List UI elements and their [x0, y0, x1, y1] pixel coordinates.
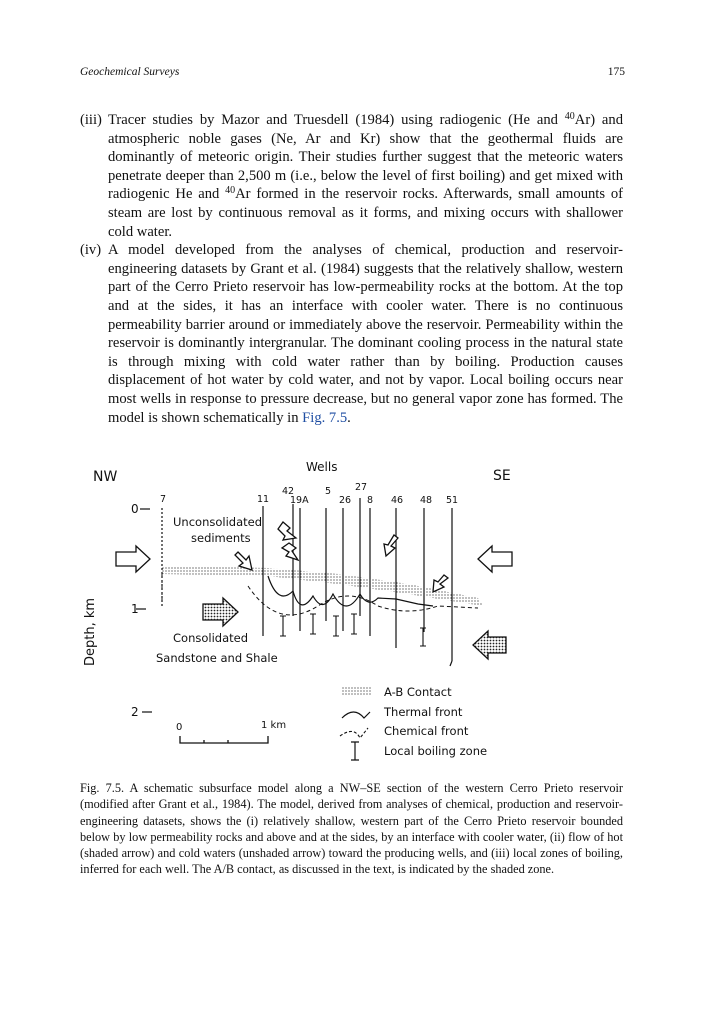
scale-zero: 0 — [176, 722, 183, 733]
item-text: Ar formed in the reservoir rocks. Afterwards, small amounts of steam are lost by continuous removal as it forms, and mixing occurs with shallower cold water. — [108, 186, 623, 240]
legend-boiling-symbol — [351, 742, 359, 760]
scale-one-km: 1 km — [261, 720, 287, 731]
item-text: . — [347, 409, 351, 426]
list-item-iii — [80, 111, 623, 241]
legend-ab-contact: A-B Contact — [384, 685, 452, 699]
running-title: Geochemical Surveys — [80, 66, 180, 78]
well-label: 46 — [391, 495, 404, 506]
caption-label: Fig. 7.5. — [80, 781, 125, 795]
depth-axis-label: Depth, km — [83, 597, 98, 666]
caption-text: A schematic subsurface model along a NW–SE section of the western Cerro Prieto reservoir (modified after Grant et al., 1984). The model, derived from analyses of chemical, production and reservoir-engineering datasets, shows the (i) relatively shallow, western part of the Cerro Prieto reservoir bounded below by low permeability rocks and above and at the sides, by an interface with cooler water, (ii) flow of hot (shaded arrow) and cold waters (unshaded arrow) toward the producing wells, and (iii) local zones of boiling, inferred for each well. The A/B contact, as discussed in the text, is indicated by the shaded zone. — [80, 781, 624, 877]
body-text — [80, 111, 623, 427]
running-head — [80, 66, 625, 78]
well-label: 51 — [446, 495, 459, 506]
figure-caption — [80, 780, 623, 878]
label-sediments: sediments — [191, 531, 251, 545]
hot-arrow-west — [203, 598, 238, 626]
chemical-front — [248, 586, 478, 615]
well-label: 11 — [257, 494, 270, 505]
well-label: 26 — [339, 495, 352, 506]
page-number: 175 — [607, 66, 625, 78]
well-label: 48 — [420, 495, 433, 506]
item-text: A model developed from the analyses of chemical, production and reservoir-engineering datasets by Grant et al. (1984) suggests that the relatively shallow, western part of the Cerro Prieto reservoir has low-permeability rocks at the bottom. At the top and at the sides, it has an interface with cooler water. There is no continuous permeability barrier around or immediately above the reservoir. Permeability within the reservoir is dominantly intergranular. The dominant cooling process in the natural state is through mixing with cold water rather than by boiling. Production causes displacement of hot water by cold water, and not by vapor. Local boiling occurs near most wells in response to pressure decrease, but no general vapor zone has formed. The model is shown schematically in — [108, 242, 623, 426]
cold-arrow-west — [116, 546, 150, 572]
legend-thermal-symbol — [342, 712, 370, 718]
legend-thermal-front: Thermal front — [384, 705, 463, 719]
list-item-iv — [80, 241, 623, 427]
figure-link[interactable]: Fig. 7.5 — [302, 409, 348, 426]
boiling-zones — [280, 614, 426, 646]
depth-tick-0: 0 — [131, 502, 139, 516]
label-unconsolidated: Unconsolidated — [173, 515, 263, 529]
figure-7-5 — [78, 456, 628, 768]
well-label: 7 — [160, 494, 167, 505]
direction-nw: NW — [93, 469, 118, 485]
wells-title: Wells — [306, 460, 338, 474]
legend-ab-symbol — [342, 686, 372, 696]
well-label: 8 — [367, 495, 374, 506]
direction-se: SE — [493, 468, 511, 484]
label-sandstone-shale: Sandstone and Shale — [156, 651, 278, 665]
depth-tick-1: 1 — [131, 602, 139, 616]
label-consolidated: Consolidated — [173, 631, 249, 645]
well-label: 27 — [355, 482, 368, 493]
hot-arrow-east — [473, 631, 506, 659]
superscript: 40 — [564, 111, 575, 122]
superscript: 40 — [225, 185, 236, 197]
item-text: Tracer studies by Mazor and Truesdell (1984) using radiogenic (He and — [108, 112, 565, 128]
legend-chemical-front: Chemical front — [384, 724, 469, 738]
legend-chemical-symbol — [340, 728, 368, 738]
legend-boiling-zone: Local boiling zone — [384, 744, 488, 758]
well-label: 19A — [290, 495, 309, 506]
list-marker: (iii) — [80, 112, 102, 128]
scale-bar — [180, 736, 268, 743]
well-label: 5 — [325, 486, 332, 497]
cross-section-diagram — [78, 456, 628, 768]
well-label: 42 — [282, 486, 295, 497]
list-marker: (iv) — [80, 242, 102, 259]
cold-arrow-east — [478, 546, 512, 572]
item-text: Ar) and atmospheric noble gases (Ne, Ar and Kr) show that the geothermal fluids are dominantly of meteoric origin. Their studies further suggest that the meteoric waters penetrate deeper than 2,500 m (i.e., below the level of first boiling) and get mixed with radiogenic He and — [108, 112, 623, 203]
depth-tick-2: 2 — [131, 705, 139, 719]
